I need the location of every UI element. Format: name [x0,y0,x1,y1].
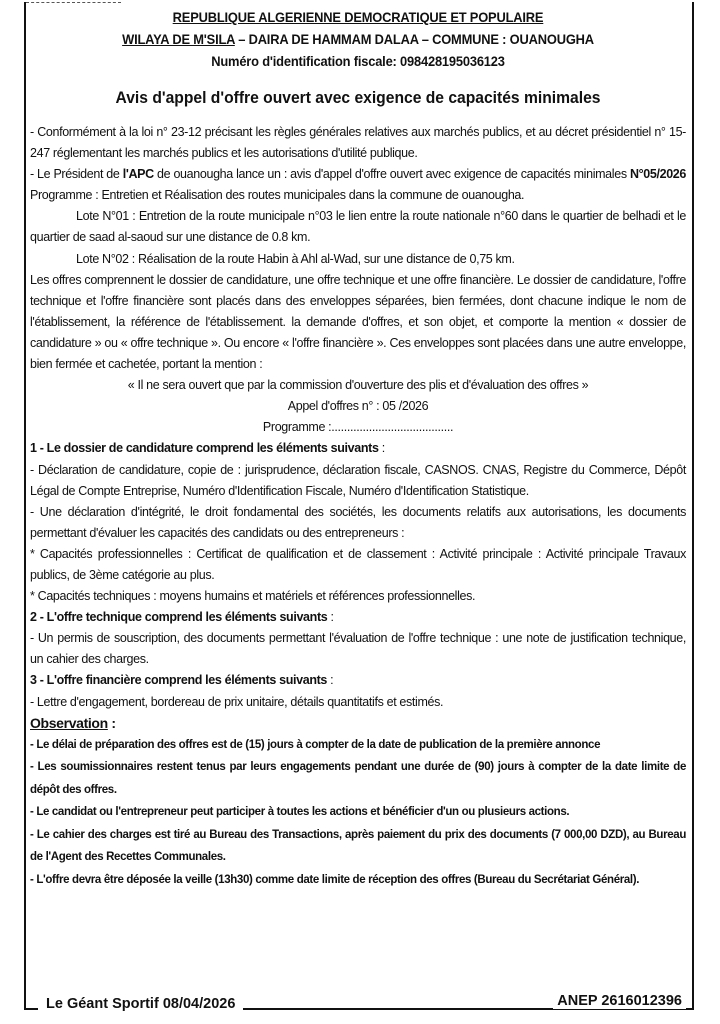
observation-item: - L'offre devra être déposée la veille (13h30) comme date limite de réception des offres (Bureau du Secrétariat Général). [30,873,640,886]
section-3-heading [30,670,686,691]
president-paragraph [30,164,686,206]
observation-title: Observation [30,714,108,731]
section-1-item: - Déclaration de candidature, copie de : jurisprudence, déclaration fiscale, CASNOS. CNAS, Registre du Commerce, Dépôt Légal de Compte Entreprise, Numéro d'Identification Fiscale, Numéro d'Identification Statistique. [30,462,686,498]
republic-text: REPUBLIQUE ALGERIENNE DEMOCRATIQUE ET POPULAIRE [172,9,544,25]
notice-content [30,6,686,891]
programme-line: Programme :....................................... [262,420,454,435]
colon: : [107,714,116,731]
notice-body [30,122,686,891]
newspaper-label: Le Géant Sportif 08/04/2026 [38,996,243,1012]
daira-commune-text: – DAIRA DE HAMMAM DALAA – COMMUNE : OUANOUGHA [234,31,594,47]
section-2-item: - Un permis de souscription, des documents permettant l'évaluation de l'offre technique : une note de justification technique, un cahier des charges. [30,631,686,667]
section-3-item: - Lettre d'engagement, bordereau de prix unitaire, détails quantitatifs et estimés. [30,694,444,709]
colon: : [327,610,334,625]
lot-1: Lote N°01 : Entretion de la route municipale n°03 le lien entre la route nationale n°60 dans le quartier de belhadi et le quartier de saad al-saoud sur une distance de 0.8 km. [30,209,686,245]
section-2-title: 2 - L'offre technique comprend les éléments suivants [30,610,328,625]
section-1-item: * Capacités techniques : moyens humains et matériels et références professionnelles. [30,589,476,604]
section-1-item: * Capacités professionnelles : Certificat de qualification et de classement : Activité principale : Activité principale Travaux publics, de 3ème catégorie au plus. [30,546,686,582]
section-1-item: - Une déclaration d'intégrité, le droit fondamental des sociétés, les documents relatifs aux autorisations, les documents permettant d'évaluer les capacités des candidats ou des entrepreneurs : [30,504,686,540]
observation-item: - Le cahier des charges est tiré au Bureau des Transactions, après paiement du prix des documents (7 000,00 DZD), au Bureau de l'Agent des Recettes Communales. [30,828,686,864]
text: de ouanougha lance un : avis d'appel d'offre ouvert avec exigence de capacités minimales [153,167,630,182]
fiscal-id: Numéro d'identification fiscale: 098428195036123 [211,53,505,69]
section-1-heading [30,438,686,459]
apc-text: l'APC [122,167,154,182]
wilaya-text: WILAYA DE M'SILA [122,31,235,47]
appel-number: Appel d'offres n° : 05 /2026 [287,399,429,414]
header-republic [56,6,660,28]
programme-text: Programme : Entretien et Réalisation des routes municipales dans la commune de ouanougha. [30,188,525,203]
text: , portant la mention : [156,357,263,372]
section-1-title: 1 - Le dossier de candidature comprend les éléments suivants [30,441,379,456]
observation-item: - Le délai de préparation des offres est de (15) jours à compter de la date de publication de la première annonce [30,738,601,751]
tender-number: N°05/2026 [629,167,686,182]
observation-item: - Les soumissionnaires restent tenus par leurs engagements pendant une durée de (90) jours à compter de la date limite de dépôt des offres. [30,761,686,796]
mention-text: « Il ne sera ouvert que par la commission d'ouverture des plis et d'évaluation des offres » [127,378,589,393]
text: Les offres comprennent le dossier de candidature, une offre technique et une offre financière. Le dossier de candidature, l'offre technique et l'offre financière sont placés dans des enveloppes séparées, bien fermées, dont chacune indique le nom de l'établissement, la référence de l'établissement. la demande d'offres, et son objet, et comporte la mention « dossier de candidature » ou « offre technique ». Ou encore « l'offre financière ». Ces enveloppes sont placées dans une autre enveloppe, [30,272,686,350]
notice-title: Avis d'appel d'offre ouvert avec exigence de capacités minimales [115,88,601,107]
section-3-title: 3 - L'offre financière comprend les éléments suivants [30,673,328,688]
header-location [56,28,660,50]
observation-item: - Le candidat ou l'entrepreneur peut participer à toutes les actions et bénéficier d'un ou plusieurs actions. [30,806,570,819]
legal-basis-paragraph: - Conformément à la loi n° 23-12 précisant les règles générales relatives aux marchés publics, et au décret présidentiel n° 15-247 réglementant les marchés publics et les autorisations d'utilité publique. [30,125,686,161]
colon: : [378,441,385,456]
colon: : [327,673,334,688]
lot-2: Lote N°02 : Réalisation de la route Habin à Ahl al-Wad, sur une distance de 0,75 km. [76,251,515,266]
text: - Le Président de [30,167,123,182]
observation-heading [30,713,686,734]
section-2-heading [30,607,686,628]
offers-paragraph [30,270,686,375]
top-dashed-line [26,2,121,3]
anep-reference: ANEP 2616012396 [553,993,686,1009]
observation-list [30,734,686,892]
text: bien fermée et cachetée [30,357,157,372]
